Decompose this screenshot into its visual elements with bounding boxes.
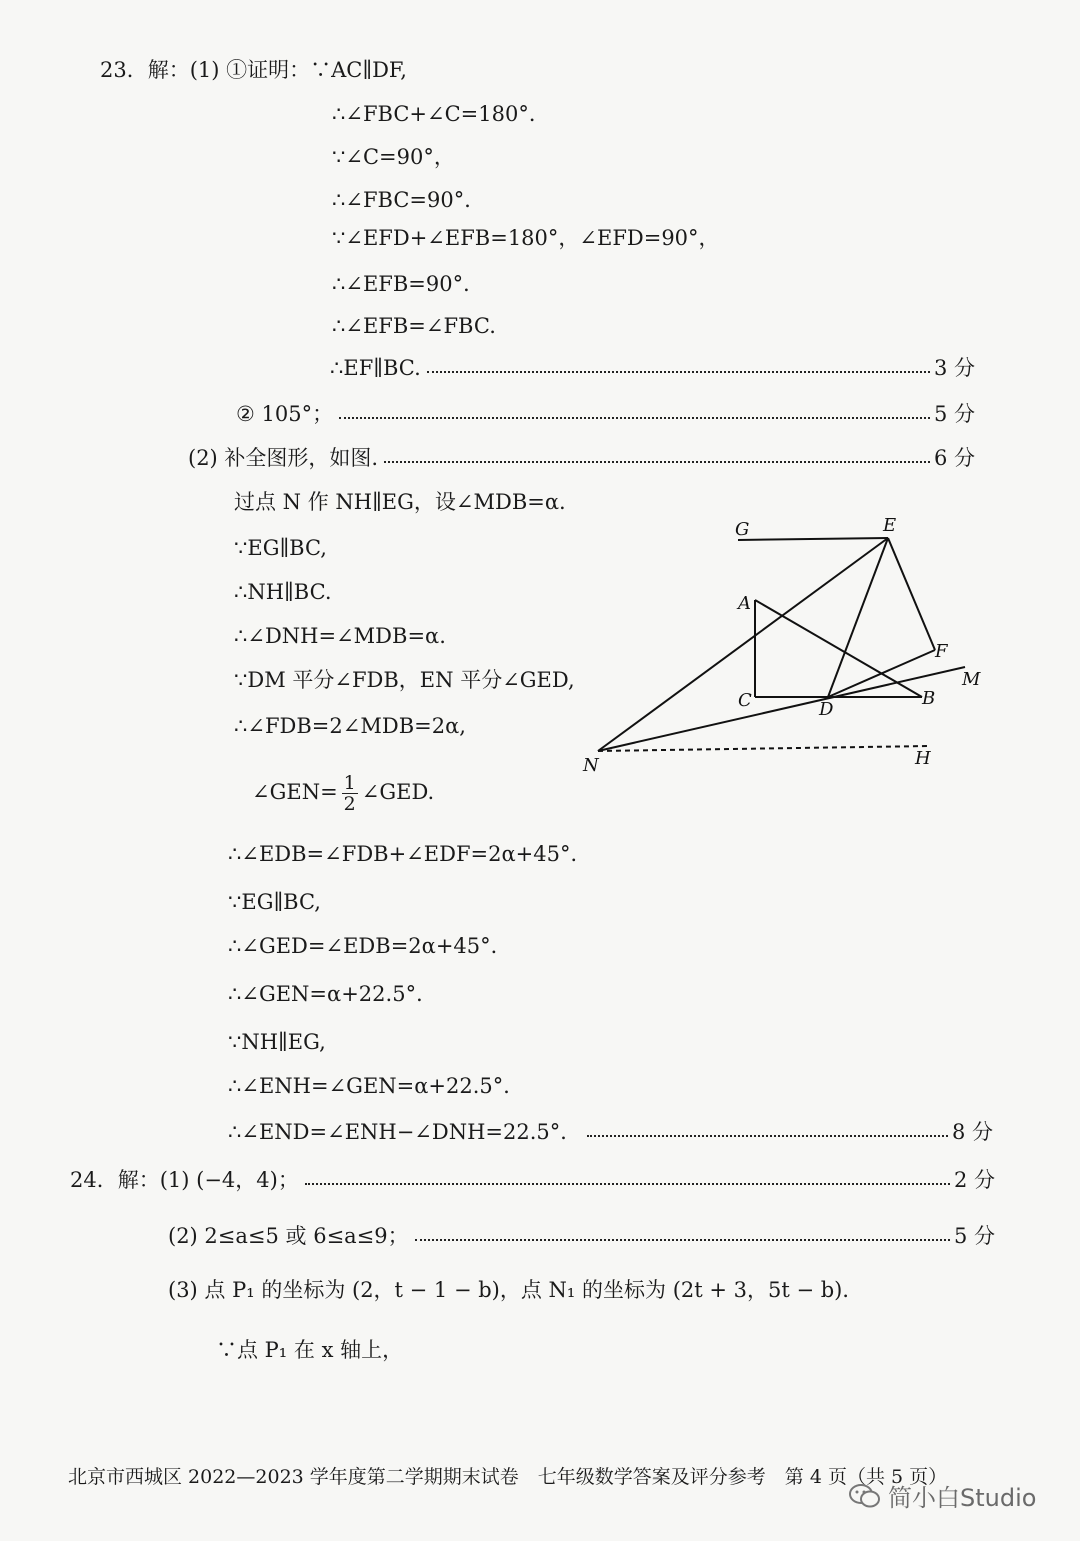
q23-line-6: ∴∠EFB=∠FBC. xyxy=(332,314,496,338)
q23-step-2: ∵EG∥BC, xyxy=(234,536,327,560)
label-F: F xyxy=(935,641,948,662)
fraction-one-half xyxy=(342,773,358,814)
q23-part2-row xyxy=(188,444,975,472)
q23-step-12: ∵NH∥EG, xyxy=(228,1030,326,1054)
q24-part3-next: ∵点 P₁ 在 x 轴上， xyxy=(216,1338,404,1362)
segment-NM xyxy=(598,667,965,751)
q23-line-1: ∴∠FBC+∠C=180°． xyxy=(332,102,550,126)
q23-line-3: ∴∠FBC=90°． xyxy=(332,188,486,212)
q23-step-7 xyxy=(252,764,434,820)
q23-line-7-row xyxy=(330,354,975,382)
q23-step-6: ∴∠FDB=2∠MDB=2α, xyxy=(234,714,466,738)
q23-line-2: ∵∠C=90°， xyxy=(332,145,455,169)
label-B: B xyxy=(922,688,936,709)
q23-part2: (2) 补全图形，如图. xyxy=(188,446,379,470)
gen-expression: ∠GEN= xyxy=(252,780,338,804)
segment-EF xyxy=(888,538,935,650)
label-M: M xyxy=(962,669,981,690)
dotted-leader xyxy=(384,461,930,463)
segment-GE xyxy=(738,538,888,540)
score-2: 2 分 xyxy=(953,1168,995,1192)
fraction-numerator: 1 xyxy=(343,772,356,794)
q24-heading: 24．解：(1) (−4，4)； xyxy=(70,1168,299,1192)
q23-step-1: 过点 N 作 NH∥EG，设∠MDB=α. xyxy=(234,490,566,514)
q23-step-11: ∴∠GEN=α+22.5°． xyxy=(228,982,438,1006)
label-H: H xyxy=(915,748,931,769)
score-5: 5 分 xyxy=(933,402,975,426)
score-6: 6 分 xyxy=(933,446,975,470)
q23-step-14: ∴∠END=∠ENH−∠DNH=22.5°． xyxy=(228,1120,582,1144)
segment-NH xyxy=(598,746,930,751)
q23-step-4: ∴∠DNH=∠MDB=α. xyxy=(234,624,446,648)
q24-part2: (2) 2≤a≤5 或 6≤a≤9； xyxy=(168,1224,409,1248)
q24-heading-row xyxy=(70,1166,995,1194)
dotted-leader xyxy=(339,417,930,419)
q24-part2-row xyxy=(168,1222,995,1250)
dotted-leader xyxy=(587,1135,948,1137)
q23-line-8: ② 105°； xyxy=(236,402,334,426)
q24-part3: (3) 点 P₁ 的坐标为 (2，t − 1 − b)，点 N₁ 的坐标为 (2t + 3，5t − b)． xyxy=(168,1278,864,1302)
ged-expression: ∠GED. xyxy=(361,780,435,804)
fraction-denominator: 2 xyxy=(343,793,356,815)
q23-step-9: ∵EG∥BC, xyxy=(228,890,321,914)
dotted-leader xyxy=(305,1183,950,1185)
q23-line-8-row xyxy=(236,400,975,428)
q23-step-5: ∵DM 平分∠FDB，EN 平分∠GED, xyxy=(234,668,575,692)
score-3: 3 分 xyxy=(933,356,975,380)
dotted-leader xyxy=(427,371,930,373)
watermark xyxy=(848,1478,1036,1513)
q23-step-14-row xyxy=(228,1118,993,1146)
watermark-text: 简小白Studio xyxy=(888,1484,1037,1512)
label-G: G xyxy=(735,519,750,540)
q23-line-5: ∴∠EFB=90°． xyxy=(332,272,485,296)
score-8: 8 分 xyxy=(951,1120,993,1144)
q23-step-10: ∴∠GED=∠EDB=2α+45°． xyxy=(228,934,512,958)
q23-step-13: ∴∠ENH=∠GEN=α+22.5°． xyxy=(228,1074,525,1098)
q23-line-7: ∴EF∥BC. xyxy=(330,356,421,380)
label-C: C xyxy=(738,690,752,711)
label-A: A xyxy=(738,593,751,614)
score-5-q24: 5 分 xyxy=(953,1224,995,1248)
label-N: N xyxy=(583,755,599,776)
label-E: E xyxy=(883,515,897,536)
page-footer: 北京市西城区 2022—2023 学年度第二学期期末试卷 七年级数学答案及评分参考 第 4 页（共 5 页） xyxy=(68,1466,948,1488)
q23-step-3: ∴NH∥BC. xyxy=(234,580,332,604)
q23-heading: 23．解：(1) ①证明：∵AC∥DF, xyxy=(100,58,407,82)
q23-step-8: ∴∠EDB=∠FDB+∠EDF=2α+45°． xyxy=(228,842,592,866)
geometry-figure xyxy=(560,505,1000,785)
segment-EN xyxy=(598,538,888,751)
q23-line-4: ∵∠EFD+∠EFB=180°，∠EFD=90°， xyxy=(332,226,720,250)
dotted-leader xyxy=(415,1239,950,1241)
wechat-icon xyxy=(848,1482,882,1510)
label-D: D xyxy=(819,699,834,720)
